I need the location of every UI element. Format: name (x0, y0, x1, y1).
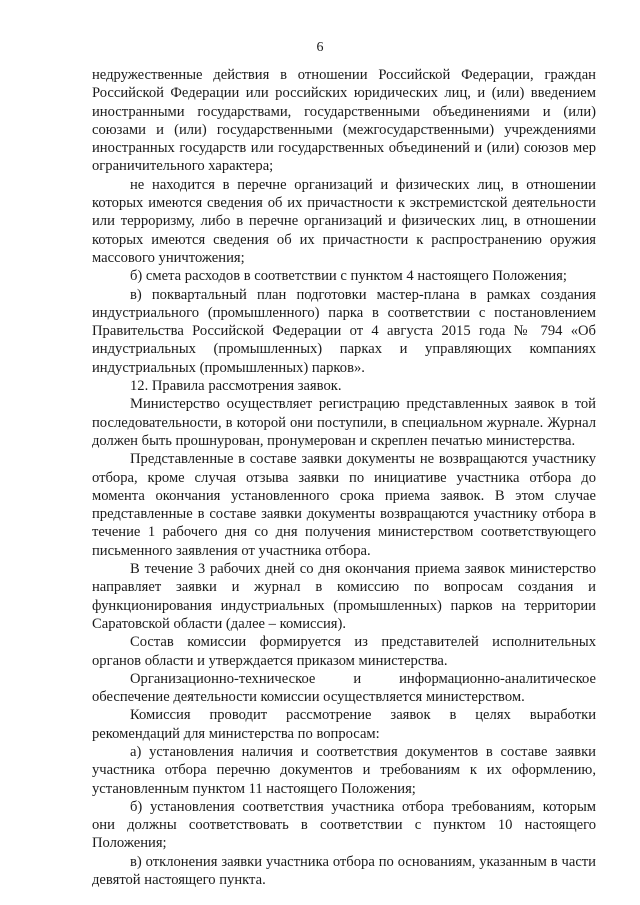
paragraph: недружественные действия в отношении Российской Федерации, граждан Российской Федерации или российских юридических лиц, и (или) введением иностранными государствами, государственными объединениями и (или) союзами и (или) государственными (межгосударственными) учреждениями иностранных государств или государственных объединений и (или) союзов мер ограничительного характера; (92, 67, 596, 175)
paragraph: Организационно-техническое и информационно-аналитическое обеспечение деятельности комиссии осуществляется министерством. (92, 670, 596, 706)
paragraph: Представленные в составе заявки документы не возвращаются участнику отбора, кроме случая отзыва заявки по инициативе участника отбора до момента окончания установленного срока приема заявок. В этом случае представленные в составе заявки документы возвращаются участнику отбора в течение 1 рабочего дня со дня получения министерством соответствующего письменного заявления от участника отбора. (92, 451, 596, 559)
paragraph: Комиссия проводит рассмотрение заявок в целях выработки рекомендаций для министерства по вопросам: (92, 707, 596, 742)
paragraph: Министерство осуществляет регистрацию представленных заявок в той последовательности, в которой они поступили, в специальном журнале. Журнал должен быть прошнурован, пронумерован и скреплен печатью министерства. (92, 396, 596, 449)
list-item: б) установления соответствия участника отбора требованиям, которым они должны соответствовать в соответствии с пунктом 10 настоящего Положения; (92, 798, 596, 852)
paragraph: В течение 3 рабочих дней со дня окончания приема заявок министерство направляет заявки и журнал в комиссию по вопросам создания и функционирования индустриальных (промышленных) парков на территории Саратовской области (далее – комиссия). (92, 561, 596, 632)
section-heading: 12. Правила рассмотрения заявок. (130, 378, 342, 395)
page-number: 6 (316, 40, 324, 55)
paragraph: Состав комиссии формируется из представителей исполнительных органов области и утверждается приказом министерства. (92, 634, 596, 669)
document-body (92, 66, 596, 889)
paragraph: не находится в перечне организаций и физических лиц, в отношении которых имеются сведения об их причастности к экстремистской деятельности или терроризму, либо в перечне организаций и физических лиц, в отношении которых имеются сведения об их причастности к распространению оружия массового уничтожения; (92, 176, 596, 266)
list-item: в) отклонения заявки участника отбора по основаниям, указанным в части девятой настоящего пункта. (92, 853, 596, 889)
paragraph: в) поквартальный план подготовки мастер-плана в рамках создания индустриального (промышленного) парка в соответствии с постановлением Правительства Российской Федерации от 4 августа 2015 года № 794 «Об индустриальных (промышленных) парках и управляющих компаниях индустриальных (промышленных) парков». (92, 286, 596, 376)
list-item: а) установления наличия и соответствия документов в составе заявки участника отбора перечню документов и требованиям к их оформлению, установленным пунктом 11 настоящего Положения; (92, 743, 596, 797)
paragraph: б) смета расходов в соответствии с пунктом 4 настоящего Положения; (130, 268, 567, 285)
